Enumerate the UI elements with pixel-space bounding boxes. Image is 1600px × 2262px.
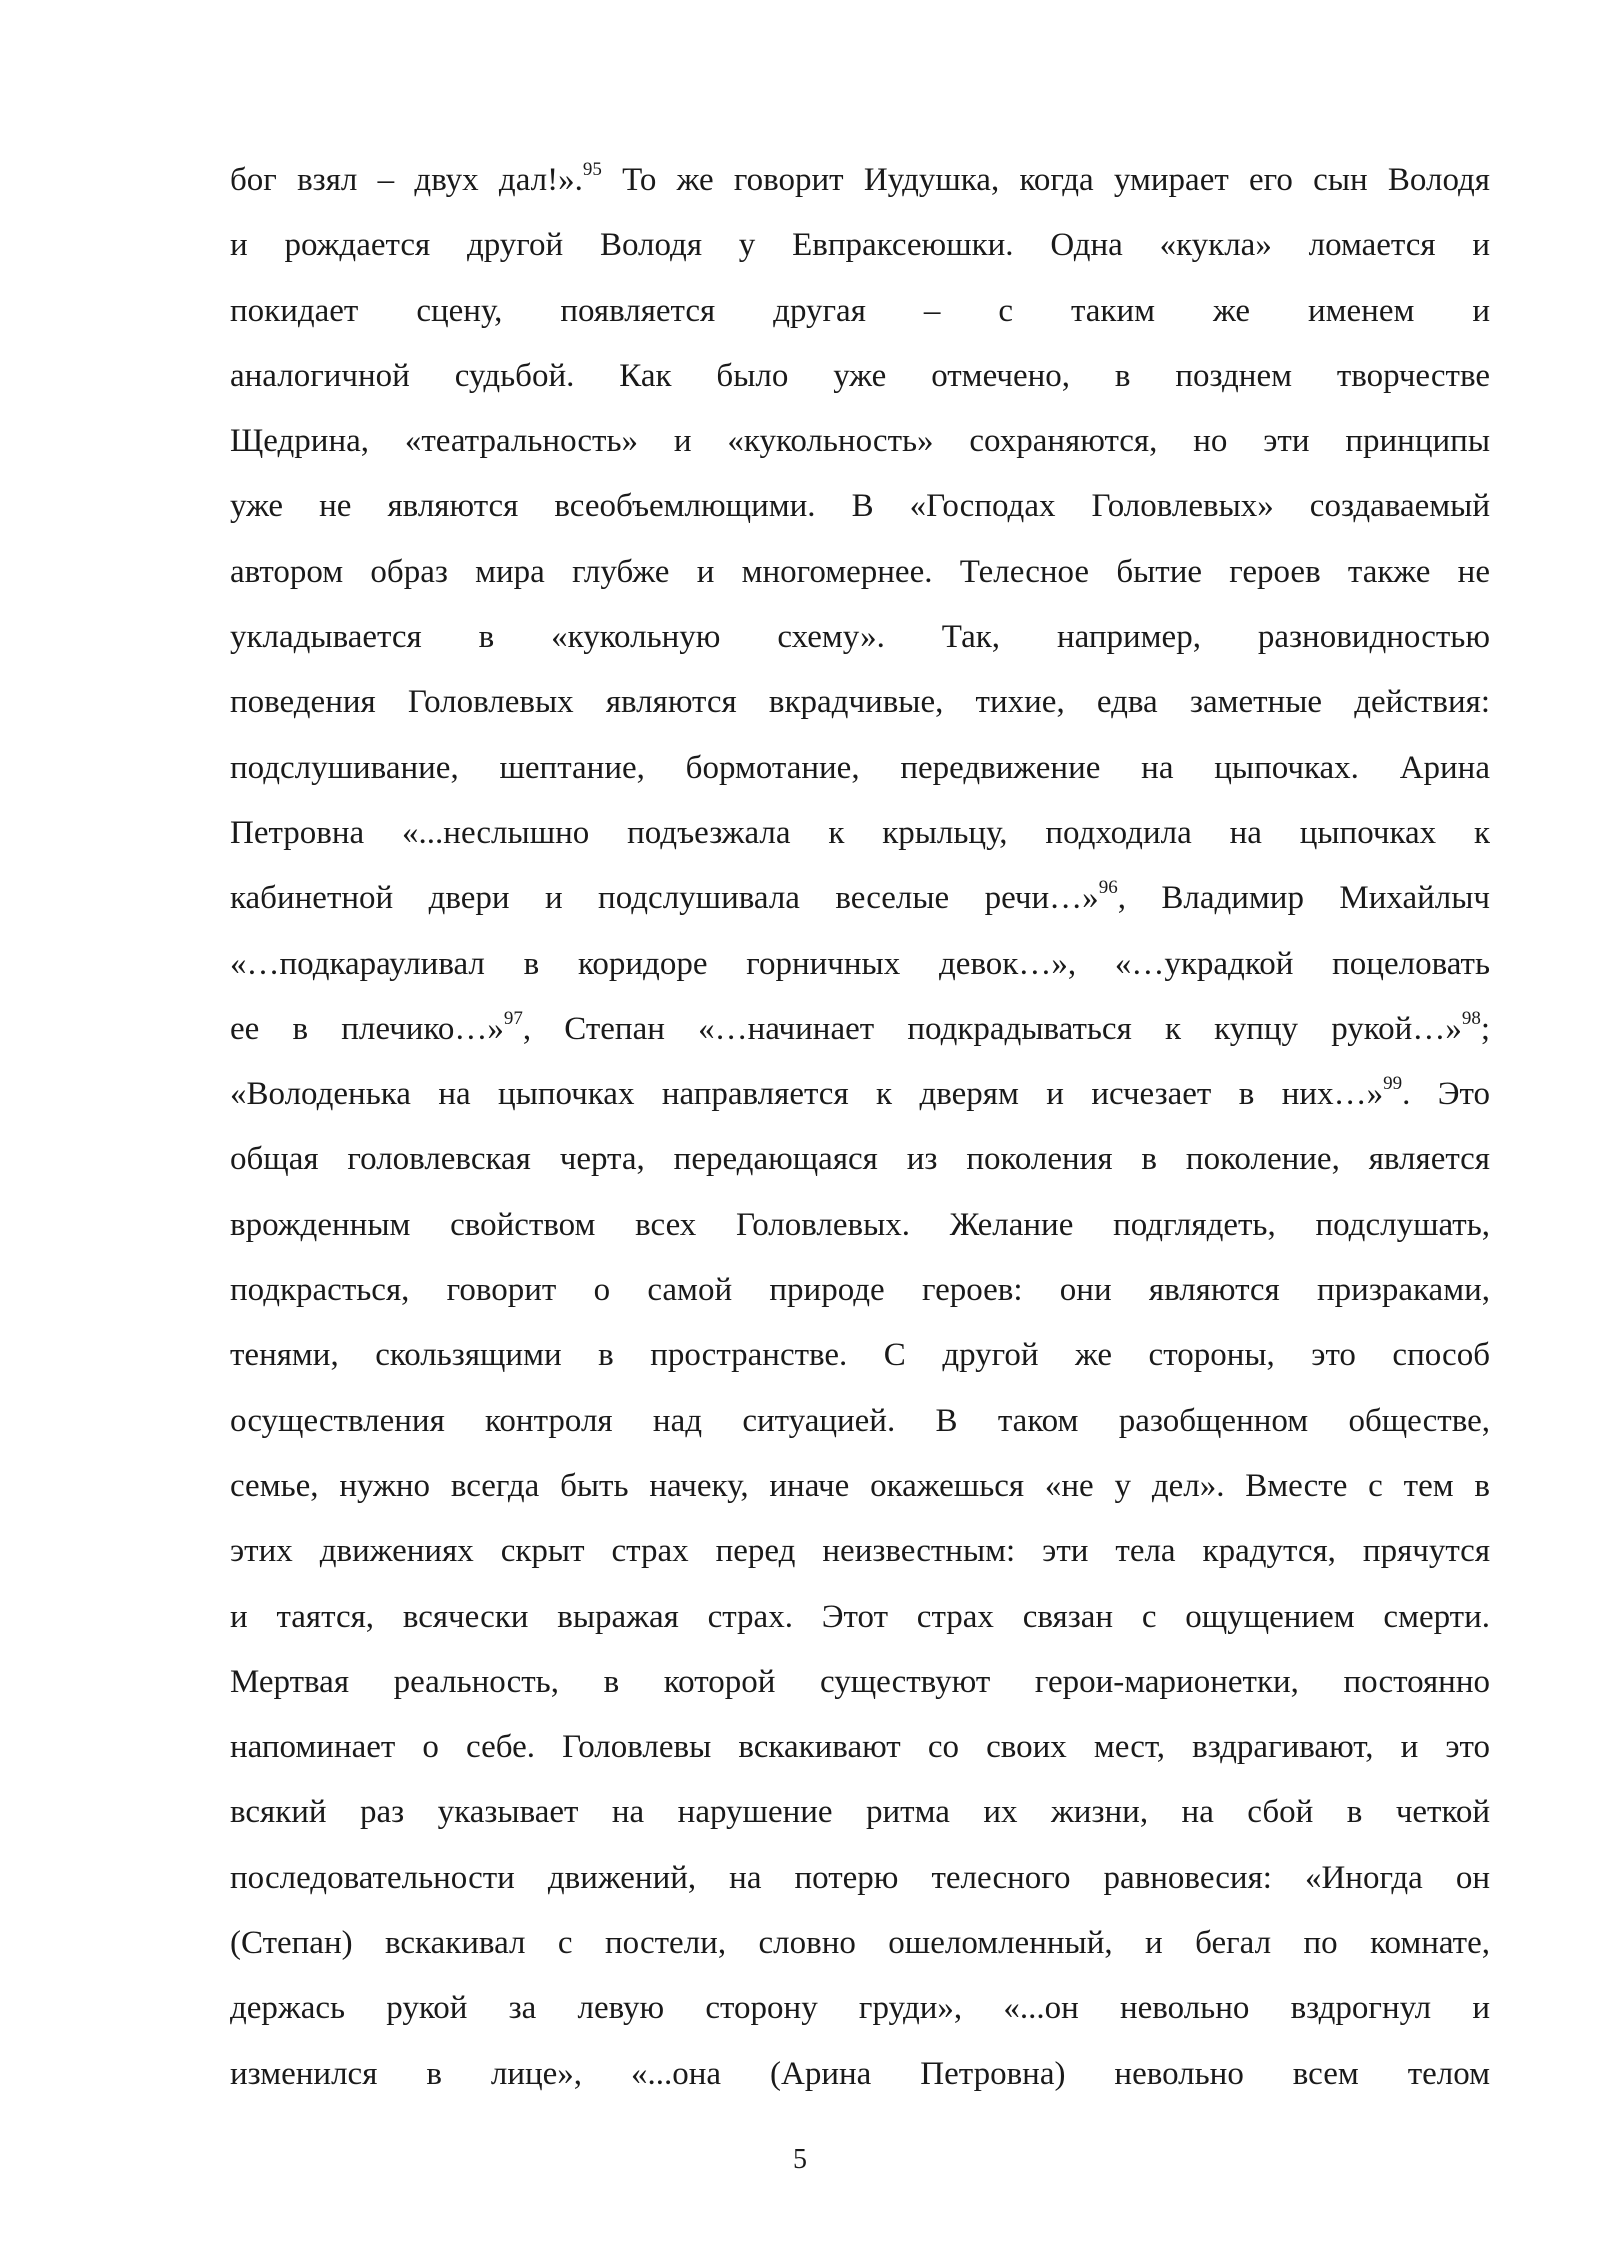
text-line: [230, 1585, 1490, 1650]
text-segment: врожденным свойством всех Головлевых. Желание подглядеть, подслушать,: [230, 1206, 1490, 1243]
text-line: [230, 1976, 1490, 2041]
text-segment: всякий раз указывает на нарушение ритма их жизни, на сбой в четкой: [230, 1794, 1490, 1831]
text-segment: (Степан) вскакивал с постели, словно ошеломленный, и бегал по комнате,: [230, 1925, 1490, 1962]
text-line: [230, 1389, 1490, 1454]
text-line: [230, 605, 1490, 670]
text-segment: , Владимир Михайлыч: [1117, 880, 1490, 917]
footnote-marker: 96: [1098, 877, 1118, 899]
text-line: [230, 213, 1490, 278]
text-line: [230, 1454, 1490, 1519]
text-line: [230, 736, 1490, 801]
text-line: [230, 1846, 1490, 1911]
text-segment: осуществления контроля над ситуацией. В таком разобщенном обществе,: [230, 1402, 1490, 1439]
text-segment: «Володенька на цыпочках направляется к дверям и исчезает в них…»: [230, 1076, 1384, 1113]
body-text: [230, 148, 1490, 2107]
text-line: [230, 670, 1490, 735]
text-segment: Щедрина, «театральность» и «кукольность» сохраняются, но эти принципы: [230, 423, 1490, 460]
text-segment: общая головлевская черта, передающаяся из поколения в поколение, является: [230, 1141, 1490, 1178]
text-line: [230, 1193, 1490, 1258]
text-line: [230, 1062, 1490, 1127]
footnote-marker: 98: [1461, 1007, 1481, 1029]
text-line: [230, 409, 1490, 474]
text-line: [230, 1258, 1490, 1323]
text-segment: покидает сцену, появляется другая – с таким же именем и: [230, 292, 1490, 329]
text-line: [230, 1715, 1490, 1780]
text-segment: ;: [1480, 1010, 1490, 1047]
text-segment: автором образ мира глубже и многомернее. Телесное бытие героев также не: [230, 553, 1490, 590]
text-segment: подкрасться, говорит о самой природе героев: они являются призраками,: [230, 1272, 1490, 1309]
text-segment: семье, нужно всегда быть начеку, иначе окажешься «не у дел». Вместе с тем в: [230, 1467, 1490, 1504]
text-line: [230, 1911, 1490, 1976]
text-segment: укладывается в «кукольную схему». Так, например, разновидностью: [230, 619, 1490, 656]
text-segment: напоминает о себе. Головлевы вскакивают со своих мест, вздрагивают, и это: [230, 1729, 1490, 1766]
text-line: [230, 2042, 1490, 2107]
text-line: [230, 997, 1490, 1062]
footnote-marker: 99: [1383, 1073, 1403, 1095]
text-line: [230, 1519, 1490, 1584]
text-segment: и рождается другой Володя у Евпраксеюшки. Одна «кукла» ломается и: [230, 227, 1490, 264]
text-segment: этих движениях скрыт страх перед неизвестным: эти тела крадутся, прячутся: [230, 1533, 1490, 1570]
text-line: [230, 932, 1490, 997]
page-number: 5: [793, 2144, 807, 2175]
text-segment: держась рукой за левую сторону груди», «...он невольно вздрогнул и: [230, 1990, 1490, 2027]
text-segment: последовательности движений, на потерю телесного равновесия: «Иногда он: [230, 1859, 1490, 1896]
text-segment: , Степан «…начинает подкрадываться к купцу рукой…»: [522, 1010, 1462, 1047]
text-line: [230, 1650, 1490, 1715]
text-line: [230, 1323, 1490, 1388]
text-segment: подслушивание, шептание, бормотание, передвижение на цыпочках. Арина: [230, 749, 1490, 786]
footnote-marker: 95: [582, 159, 602, 180]
text-segment: уже не являются всеобъемлющими. В «Господах Головлевых» создаваемый: [230, 488, 1490, 525]
text-segment: Мертвая реальность, в которой существуют герои-марионетки, постоянно: [230, 1663, 1490, 1700]
text-segment: кабинетной двери и подслушивала веселые речи…»: [230, 880, 1099, 917]
text-segment: бог взял – двух дал!».: [230, 162, 583, 198]
text-segment: Петровна «...неслышно подъезжала к крыльцу, подходила на цыпочках к: [230, 814, 1490, 851]
text-line: [230, 344, 1490, 409]
text-line: [230, 148, 1490, 213]
text-line: [230, 474, 1490, 539]
text-segment: тенями, скользящими в пространстве. С другой же стороны, это способ: [230, 1337, 1490, 1374]
text-line: [230, 279, 1490, 344]
text-line: [230, 1780, 1490, 1845]
text-line: [230, 866, 1490, 931]
text-line: [230, 1127, 1490, 1192]
text-segment: и таятся, всячески выражая страх. Этот страх связан с ощущением смерти.: [230, 1598, 1490, 1635]
text-line: [230, 540, 1490, 605]
text-segment: «…подкарауливал в коридоре горничных девок…», «…украдкой поцеловать: [230, 945, 1490, 982]
text-segment: То же говорит Иудушка, когда умирает его сын Володя: [601, 162, 1490, 198]
text-segment: ее в плечико…»: [230, 1010, 504, 1047]
text-line: [230, 801, 1490, 866]
text-segment: поведения Головлевых являются вкрадчивые, тихие, едва заметные действия:: [230, 684, 1490, 721]
text-segment: . Это: [1402, 1076, 1490, 1113]
text-segment: аналогичной судьбой. Как было уже отмечено, в позднем творчестве: [230, 357, 1490, 394]
footnote-marker: 97: [503, 1007, 523, 1029]
text-segment: изменился в лице», «...она (Арина Петровна) невольно всем телом: [230, 2055, 1490, 2092]
